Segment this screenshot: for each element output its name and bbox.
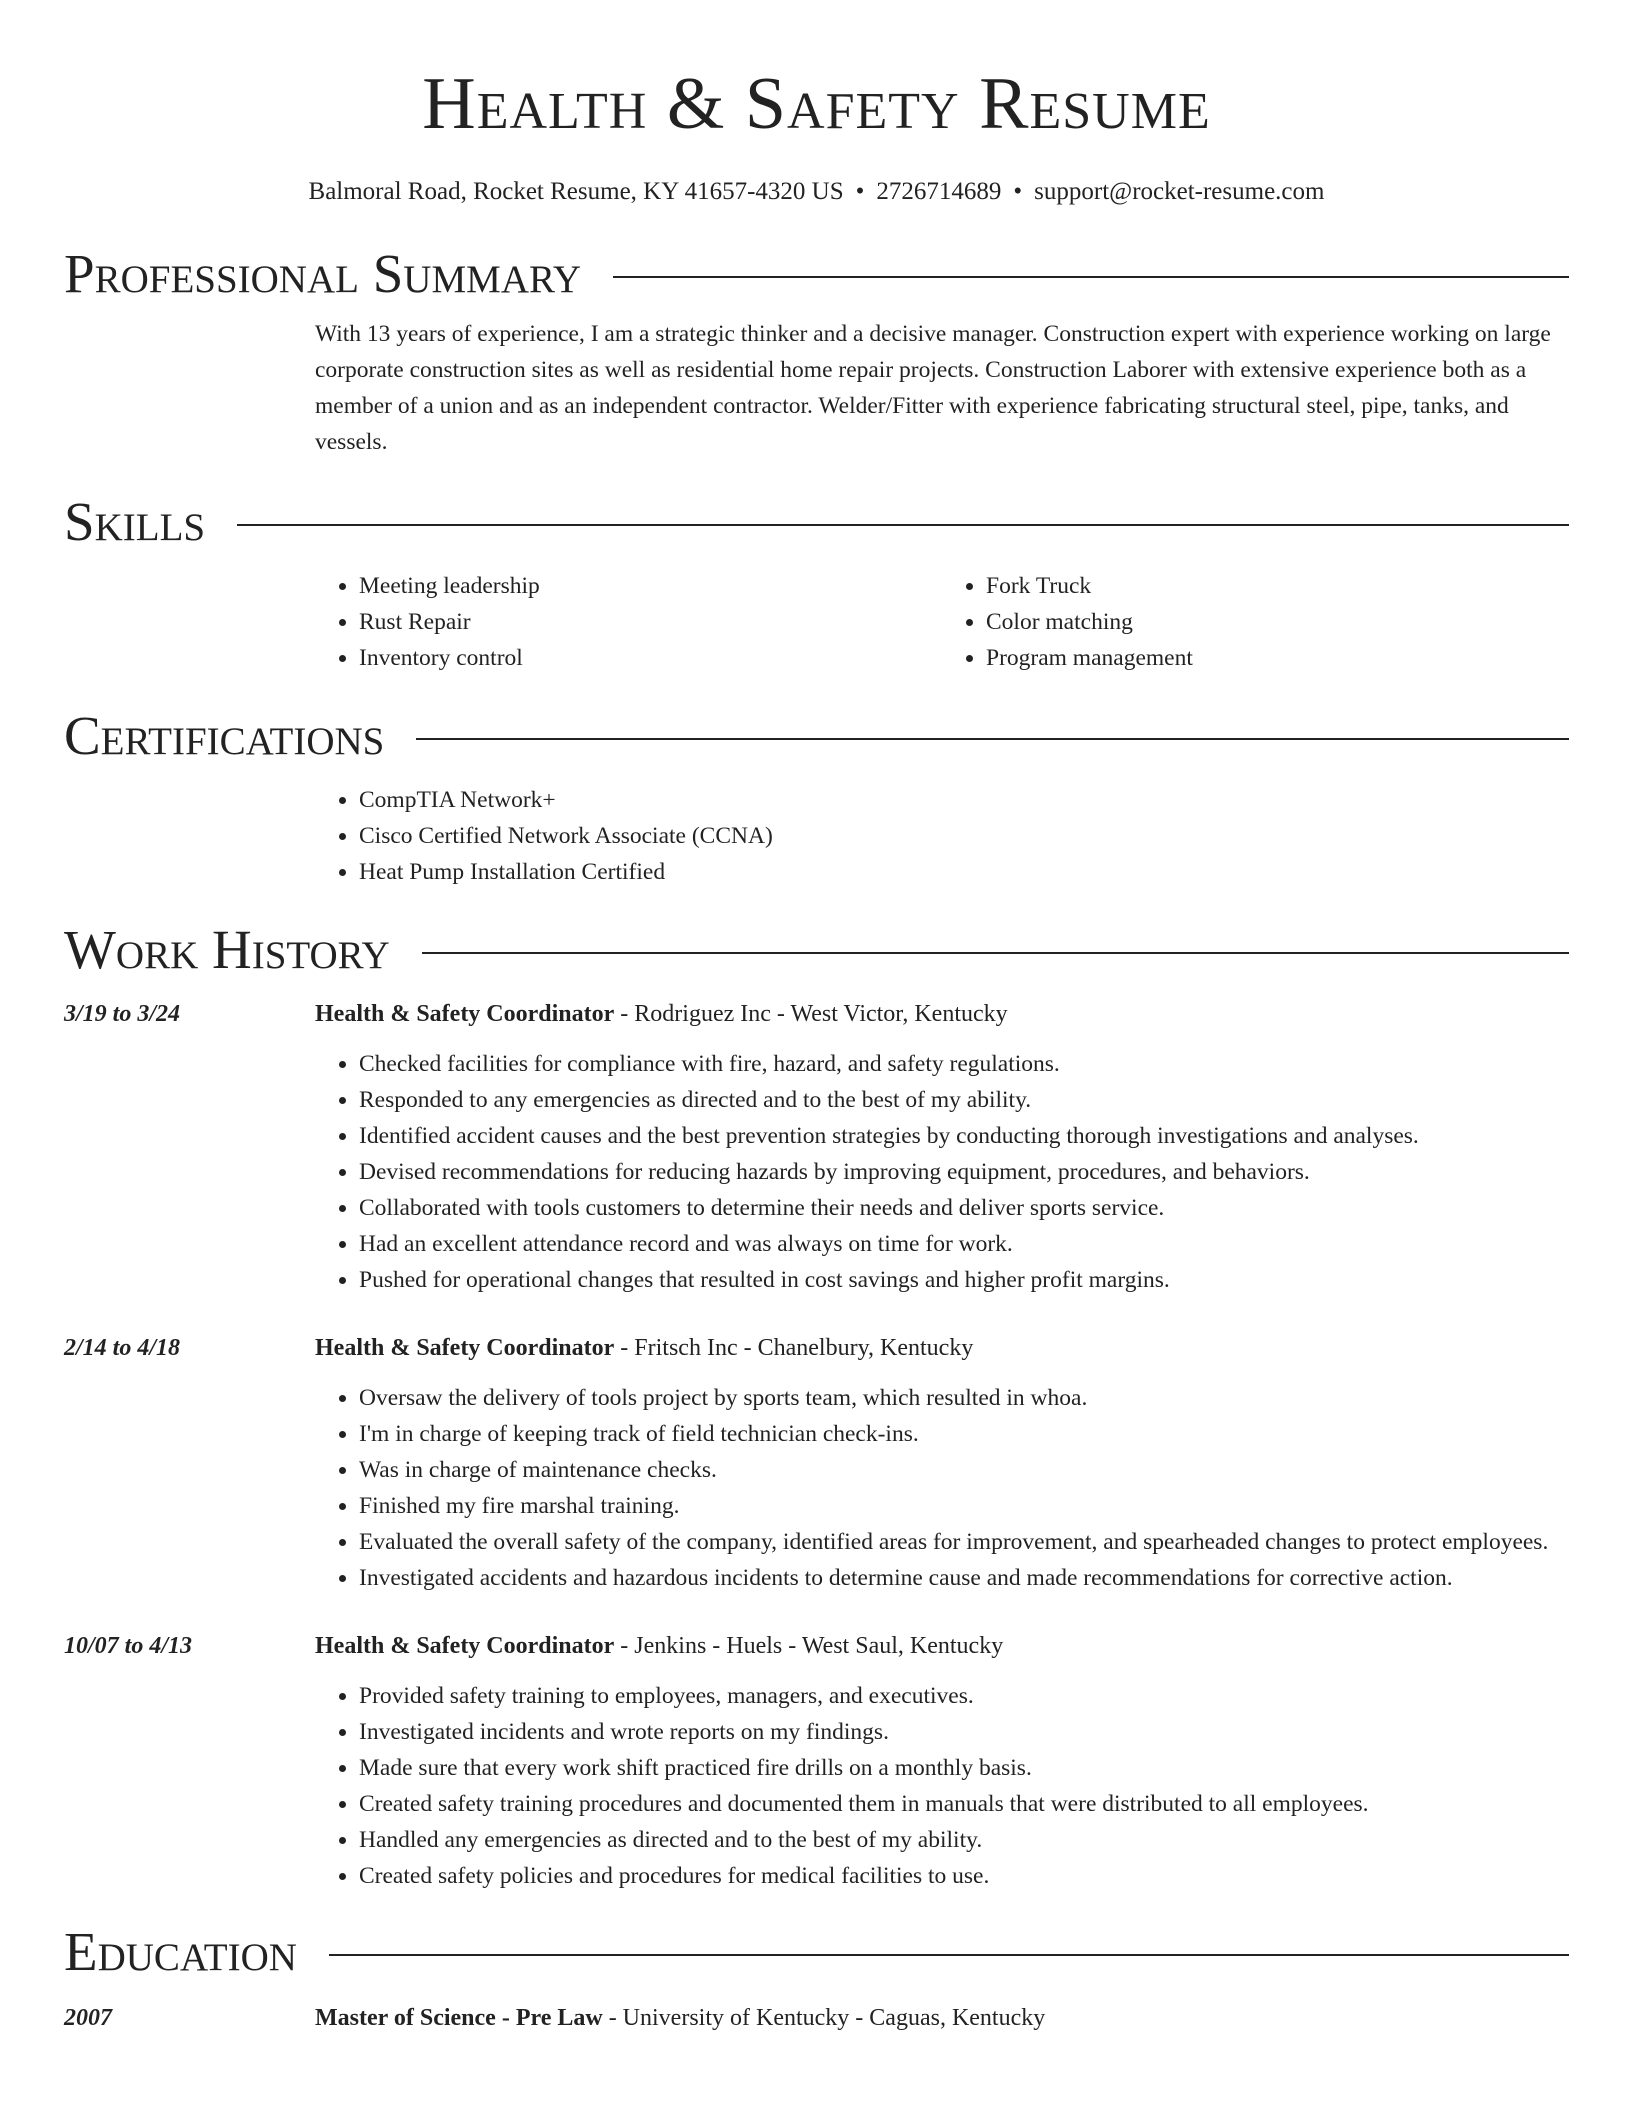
contact-email: support@rocket-resume.com <box>1034 178 1325 205</box>
contact-phone: 2726714689 <box>876 178 1002 205</box>
job-role: Health & Safety Coordinator <box>315 1001 615 1027</box>
job-bullet: • Devised recommendations for reducing hazards by improving equipment, procedures, and behaviors. <box>359 1154 1569 1190</box>
skill-item: • Color matching <box>986 604 1569 640</box>
section-header-summary <box>64 242 1569 306</box>
section-header-work-history <box>64 918 1569 982</box>
skills-column-right <box>942 568 1569 676</box>
section-rule <box>613 276 1569 278</box>
certification-item: • Heat Pump Installation Certified <box>359 854 1569 890</box>
education-degree: Master of Science - Pre Law <box>315 2005 603 2031</box>
page-title: Health & Safety Resume <box>422 63 1211 145</box>
job-bullet: • Pushed for operational changes that resulted in cost savings and higher profit margins. <box>359 1262 1569 1298</box>
job-heading <box>315 996 1569 1032</box>
section-header-skills <box>64 490 1569 554</box>
skill-item: • Rust Repair <box>359 604 942 640</box>
certification-item: • Cisco Certified Network Associate (CCNA) <box>359 818 1569 854</box>
job-entry <box>64 1330 1569 1596</box>
education-heading <box>315 2000 1569 2036</box>
skills-column-left <box>315 568 942 676</box>
section-rule <box>237 524 1569 526</box>
job-company: - Jenkins - Huels - West Saul, Kentucky <box>614 1633 1004 1659</box>
section-header-education <box>64 1920 1569 1984</box>
job-bullet: • Handled any emergencies as directed and to the best of my ability. <box>359 1822 1569 1858</box>
contact-separator: • <box>855 178 865 205</box>
job-entry <box>64 1628 1569 1894</box>
education-school: - University of Kentucky - Caguas, Kentucky <box>602 2005 1046 2031</box>
skill-item: • Fork Truck <box>986 568 1569 604</box>
job-bullet: • Created safety training procedures and documented them in manuals that were distributed to all employees. <box>359 1786 1569 1822</box>
job-company: - Fritsch Inc - Chanelbury, Kentucky <box>614 1335 974 1361</box>
section-title: Work History <box>64 919 390 980</box>
skill-item: • Inventory control <box>359 640 942 676</box>
job-heading <box>315 1628 1569 1664</box>
job-date: 10/07 to 4/13 <box>64 1633 193 1659</box>
skill-item: • Meeting leadership <box>359 568 942 604</box>
job-heading <box>315 1330 1569 1366</box>
job-bullets <box>315 1678 1569 1894</box>
job-entry <box>64 996 1569 1298</box>
job-bullet: • Investigated accidents and hazardous incidents to determine cause and made recommendations for corrective action. <box>359 1560 1569 1596</box>
job-bullet: • Investigated incidents and wrote reports on my findings. <box>359 1714 1569 1750</box>
skill-item: • Program management <box>986 640 1569 676</box>
job-bullets <box>315 1380 1569 1596</box>
certification-item: • CompTIA Network+ <box>359 782 1569 818</box>
education-date: 2007 <box>64 2005 112 2031</box>
job-bullet: • Was in charge of maintenance checks. <box>359 1452 1569 1488</box>
job-bullet: • Collaborated with tools customers to determine their needs and deliver sports service. <box>359 1190 1569 1226</box>
section-rule <box>422 952 1569 954</box>
job-bullet: • Checked facilities for compliance with fire, hazard, and safety regulations. <box>359 1046 1569 1082</box>
skills-grid <box>315 568 1569 676</box>
job-bullet: • Created safety policies and procedures for medical facilities to use. <box>359 1858 1569 1894</box>
job-date: 2/14 to 4/18 <box>64 1335 181 1361</box>
contact-line <box>64 176 1569 208</box>
job-bullet: • Made sure that every work shift practiced fire drills on a monthly basis. <box>359 1750 1569 1786</box>
contact-address: Balmoral Road, Rocket Resume, KY 41657-4320 US <box>308 178 844 205</box>
job-bullet: • Provided safety training to employees, managers, and executives. <box>359 1678 1569 1714</box>
section-title: Certifications <box>64 705 385 766</box>
contact-separator: • <box>1013 178 1023 205</box>
job-role: Health & Safety Coordinator <box>315 1633 615 1659</box>
section-rule <box>416 738 1569 740</box>
job-role: Health & Safety Coordinator <box>315 1335 615 1361</box>
section-header-certifications <box>64 704 1569 768</box>
job-bullet: • Finished my fire marshal training. <box>359 1488 1569 1524</box>
job-bullets <box>315 1046 1569 1298</box>
section-title: Education <box>64 1921 297 1982</box>
job-bullet: • Oversaw the delivery of tools project by sports team, which resulted in whoa. <box>359 1380 1569 1416</box>
section-title: Professional Summary <box>64 243 582 304</box>
summary-text: With 13 years of experience, I am a strategic thinker and a decisive manager. Construction expert with experience working on large corporate construction sites as well as residential home repair projects. Construction Laborer with extensive experience both as a member of a union and as an independent contractor. Welder/Fitter with experience fabricating structural steel, pipe, tanks, and vessels. <box>315 321 1551 455</box>
job-bullet: • Identified accident causes and the best prevention strategies by conducting thorough investigations and analyses. <box>359 1118 1569 1154</box>
section-title: Skills <box>64 491 206 552</box>
section-rule <box>329 1954 1569 1956</box>
certifications-list <box>315 782 1569 890</box>
job-bullet: • Evaluated the overall safety of the company, identified areas for improvement, and spearheaded changes to protect employees. <box>359 1524 1569 1560</box>
job-bullet: • Responded to any emergencies as directed and to the best of my ability. <box>359 1082 1569 1118</box>
education-entry <box>64 2000 1569 2036</box>
job-bullet: • I'm in charge of keeping track of field technician check-ins. <box>359 1416 1569 1452</box>
job-date: 3/19 to 3/24 <box>64 1001 181 1027</box>
job-bullet: • Had an excellent attendance record and was always on time for work. <box>359 1226 1569 1262</box>
job-company: - Rodriguez Inc - West Victor, Kentucky <box>614 1001 1008 1027</box>
